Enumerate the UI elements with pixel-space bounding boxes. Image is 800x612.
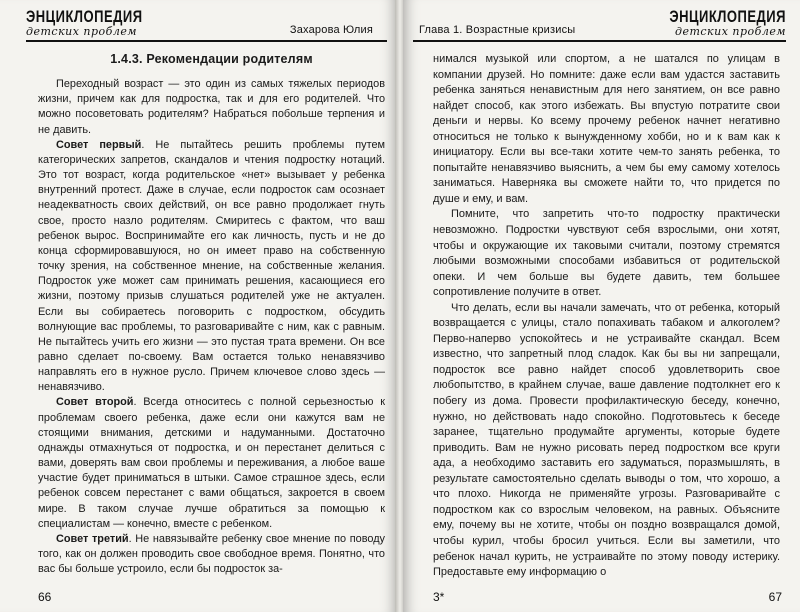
page-number: 67 bbox=[768, 590, 782, 604]
paragraph bbox=[38, 138, 385, 396]
paragraph: нимался музыкой или спортом, а не шатался по улицам в компании друзей. Но помните: даже если вам удастся заставить ребенка заняться ненавистным для него занятием, он все равно найдет способ, как этого избежать. Вы впустую потратите свои деньги и нервы. Ко всему прочему ребенок начнет негативно относиться не только к вынужденному хобби, но и к вам как к инициатору. Если вы все-таки хотите чем-то занять ребенка, то попытайте ненавязчиво выяснить, а чем бы ему самому хотелось заниматься. Наверняка вы сможете найти то, что придется по душе и ему, и вам. bbox=[433, 53, 780, 205]
logo-subtitle: детских проблем bbox=[674, 25, 786, 38]
section-title: 1.4.3. Рекомендации родителям bbox=[110, 52, 313, 66]
running-head-author: Захарова Юлия bbox=[289, 24, 373, 36]
page-number: 66 bbox=[38, 590, 52, 604]
paragraph: Переходный возраст — это один из самых тяжелых периодов жизни, причем как для подростка, так и для его родителей. Что можно посоветовать родителям? Набраться побольше терпения и не давить. bbox=[38, 78, 385, 136]
running-head-chapter: Глава 1. Возрастные кризисы bbox=[419, 24, 576, 36]
advice-text: . Не навязывайте ребенку свое мнение по поводу того, как он должен проводить свое свободное время. Понятно, что вас бы больше устроило, если бы подросток за- bbox=[38, 532, 385, 576]
left-page-header bbox=[26, 6, 387, 42]
encyclopedia-logo bbox=[669, 8, 786, 37]
paragraph bbox=[38, 532, 385, 577]
advice-text: . Всегда относитесь с полной серьезностью к проблемам своего ребенка, даже если они кажутся вам не стоящими внимания, детскими и надуманными. Достаточно однажды отмахнуться от подростка, и он перестанет делиться с вами, доверять вам свои проблемы и переживания, а любое ваше участие будет приниматься в штыки. Самое страшное здесь, если ребенок совсем перестанет с вами общаться, закроется в своем мире. В таком случае лучше обратиться за помощью к специалистам — конечно, вместе с ребенком. bbox=[38, 396, 385, 530]
signature-mark: 3* bbox=[433, 590, 445, 604]
advice-text: . Не пытайтесь решить проблемы путем категорических запретов, скандалов и чтения подростку нотаций. Это тот возраст, когда родительское «нет» вызывает у ребенка внутренний протест. Даже в случае, если подросток сам осознает неадекватность своих действий, он все равно продолжает гнуть свое, просто назло родителям. Смиритесь с фактом, что ваш ребенок вырос. Воспринимайте его как личность, пусть и не до конца сформировавшуюся, но он имеет право на собственную точку зрения, на собственное мнение, на собственные желания. Подросток уже может сам принимать решения, касающиеся его жизни, поэтому призыв слушаться родителей уже не актуален. Если вы собираетесь поговорить с подростком, обсудить волнующие вас проблемы, то разговаривайте с ним, как с равным. Не пытайтесь учить его жизни — это пустая трата времени. Он все равно сделает по-своему. Вам остается только ненавязчиво направлять его в нужное русло. Причем ключевое слово здесь — ненавязчиво. bbox=[38, 138, 385, 394]
paragraph: Что делать, если вы начали замечать, что от ребенка, который возвращается с улицы, стало попахивать табаком и алкоголем? Перво-наперво успокойтесь и не устраивайте скандал. Всем известно, что запретный плод сладок. Как бы вы ни запрещали, подросток все равно найдет способ удовлетворить свое любопытство, в крайнем случае, ваше давление подтолкнет его к побегу из дома. Провести профилактическую беседу, конечно, нужно, но действовать надо спокойно. Подготовьтесь к беседе заранее, тщательно продумайте аргументы, которые будете приводить. Вам не нужно рисовать перед подростком все круги ада, а необходимо заставить его задуматься, поразмышлять, в результате самостоятельно сделать выводы о том, что хорошо, а что плохо. Никогда не применяйте угрозы. Разговаривайте с подростком как со взрослым человеком, на равных. Объясните ему, почему вы не хотите, чтобы он поздно возвращался домой, чтобы курил, чтобы бросил учиться. Если вы заметили, что ребенок начал курить, не устраивайте по этому поводу истерику. Предоставьте ему информацию о bbox=[433, 301, 780, 579]
paragraph bbox=[38, 395, 385, 531]
logo-subtitle: детских проблем bbox=[26, 25, 138, 38]
right-page-header bbox=[413, 6, 786, 42]
left-page bbox=[0, 0, 397, 612]
logo-title: ЭНЦИКЛОПЕДИЯ bbox=[26, 6, 143, 26]
advice-lead: Совет третий bbox=[56, 532, 129, 545]
right-page bbox=[403, 0, 800, 612]
left-page-body bbox=[38, 52, 385, 577]
advice-lead: Совет первый bbox=[56, 138, 142, 151]
paragraph: Помните, что запретить что-то подростку практически невозможно. Подростки чувствуют себя взрослыми, они хотят, чтобы и окружающие их таковыми считали, поэтому стремятся любыми возможными способами избавиться от родительской опеки. И чем больше вы будете давить, тем большее сопротивление получите в ответ. bbox=[433, 208, 780, 299]
logo-title: ЭНЦИКЛОПЕДИЯ bbox=[669, 6, 786, 26]
right-page-body bbox=[433, 52, 780, 581]
advice-lead: Совет второй bbox=[56, 396, 134, 409]
encyclopedia-logo bbox=[26, 8, 143, 37]
